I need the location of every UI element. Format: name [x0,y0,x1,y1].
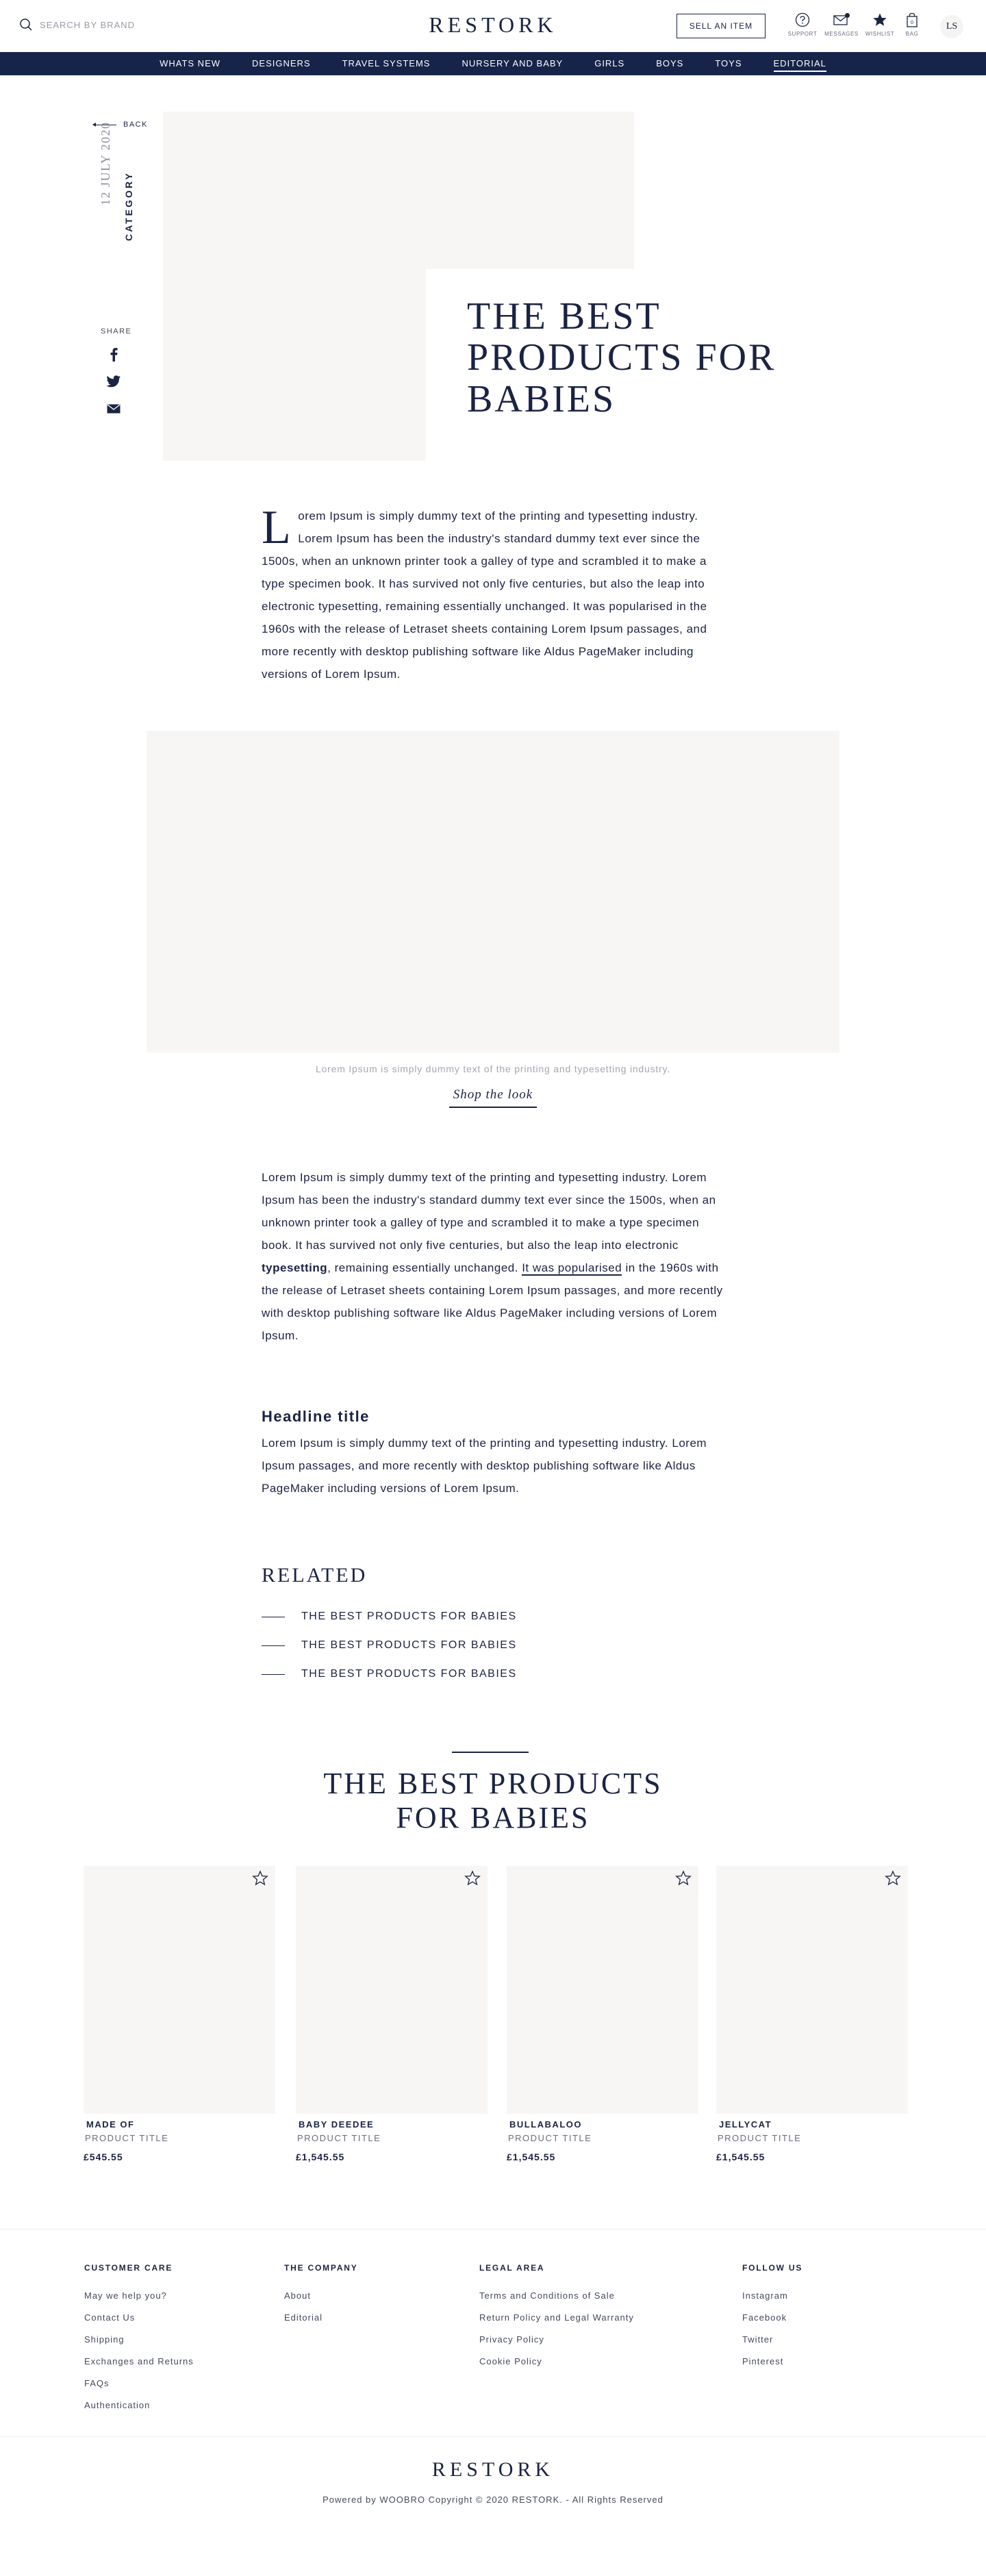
product-image[interactable] [716,1866,908,2114]
footer-link[interactable]: Facebook [742,2312,787,2323]
article-title: THE BEST PRODUCTS FOR BABIES [467,295,776,420]
footer-column-customer-care [84,2263,194,2416]
footer-link[interactable]: Twitter [742,2334,774,2345]
bag-count: 0 [911,21,913,25]
hero-image-lower [163,269,426,461]
product-title: PRODUCT TITLE [718,2133,802,2143]
product-title: PRODUCT TITLE [297,2133,381,2143]
product-brand: BULLABALOO [509,2119,582,2130]
products-title-line2: FOR BABIES [396,1801,590,1834]
related-item-label: THE BEST PRODUCTS FOR BABIES [301,1639,517,1651]
support-icon [795,12,810,27]
product-title: PRODUCT TITLE [508,2133,592,2143]
sell-item-button[interactable]: SELL AN ITEM [677,14,766,38]
nav-item-toys[interactable]: TOYS [715,58,742,68]
product-brand: JELLYCAT [719,2119,772,2130]
article-intro [262,501,730,685]
bag-button[interactable] [892,12,933,37]
body-inline-link[interactable]: It was popularised [522,1261,622,1274]
product-price: £545.55 [84,2151,123,2162]
product-price: £1,545.55 [507,2151,556,2162]
facebook-icon [110,346,118,362]
support-label: SUPPORT [787,31,818,37]
body-text: , remaining essentially unchanged. [327,1261,522,1274]
product-brand: MADE OF [86,2119,135,2130]
footer-divider [0,2229,986,2230]
bag-label: BAG [905,31,919,37]
nav-item-girls[interactable]: GIRLS [594,58,625,68]
product-card[interactable] [507,1866,698,2162]
related-item-label: THE BEST PRODUCTS FOR BABIES [301,1611,517,1622]
dash-divider [262,1674,285,1675]
footer-link[interactable]: Authentication [84,2400,151,2410]
product-card[interactable] [84,1866,275,2162]
footer-link[interactable]: Privacy Policy [479,2334,544,2345]
body-bold-text: typesetting [262,1261,328,1274]
footer-link[interactable]: Instagram [742,2290,788,2301]
wishlist-icon [872,12,887,27]
footer-divider [0,2436,986,2437]
nav-item-nursery-and-baby[interactable]: NURSERY AND BABY [462,58,564,68]
dash-divider [262,1645,285,1646]
footer-link[interactable]: Shipping [84,2334,125,2345]
product-card[interactable] [296,1866,488,2162]
wishlist-star-icon[interactable] [885,1870,901,1886]
messages-label: MESSAGES [824,31,859,37]
user-avatar[interactable]: LS [940,15,963,38]
related-item[interactable] [262,1602,517,1631]
related-title: RELATED [262,1564,368,1587]
footer-column-company [284,2263,358,2329]
footer-link[interactable]: Editorial [284,2312,323,2323]
section-body: Lorem Ipsum is simply dummy text of the printing and typesetting industry. Lorem Ipsum passages, and more recently with desktop publishing software like Aldus PageMaker including versions of Lorem Ipsum. [262,1437,707,1495]
bag-icon [905,12,919,27]
drop-cap: L [262,501,292,554]
products-title-line1: THE BEST PRODUCTS [323,1767,663,1800]
footer-link[interactable]: May we help you? [84,2290,167,2301]
email-icon [107,404,121,414]
intro-text: orem Ipsum is simply dummy text of the printing and typesetting industry. Lorem Ipsum has been the industry's standard dummy text ever since the 1500s, when an unknown printer took a galley of type and scrambled it to make a type specimen book. It has survived not only five centuries, but also the leap into electronic typesetting, remaining essentially unchanged. It was popularised in the 1960s with the release of Letraset sheets containing Lorem Ipsum passages, and more recently with desktop publishing software like Aldus PageMaker including versions of Lorem Ipsum. [262,509,707,681]
wishlist-star-icon[interactable] [464,1870,481,1886]
product-title: PRODUCT TITLE [85,2133,169,2143]
product-image[interactable] [507,1866,698,2114]
share-facebook-button[interactable] [106,346,121,362]
product-image[interactable] [296,1866,488,2114]
article-date: 12 JULY 2020 [99,121,112,205]
back-label: BACK [123,121,148,129]
wishlist-star-icon[interactable] [675,1870,692,1886]
footer-link[interactable]: Pinterest [742,2356,784,2366]
product-price: £1,545.55 [296,2151,345,2162]
section-headline: Headline title [262,1408,370,1425]
footer-link[interactable]: About [284,2290,311,2301]
footer-heading: CUSTOMER CARE [84,2263,173,2273]
section-divider [452,1752,529,1753]
site-header [0,0,986,52]
body-text: in the 1960s with the release of Letraset sheets containing Lorem Ipsum passages, and more recently with desktop publishing software like Aldus PageMaker including versions of Lorem Ipsum. [262,1261,723,1342]
search-placeholder: SEARCH BY BRAND [40,19,136,30]
messages-button[interactable] [821,12,862,37]
main-nav [0,52,986,75]
footer-link[interactable]: FAQs [84,2378,110,2388]
footer-column-legal [479,2263,634,2373]
share-email-button[interactable] [106,401,121,416]
support-button[interactable] [782,12,823,37]
wishlist-label: WISHLIST [865,31,895,37]
related-item[interactable] [262,1631,517,1660]
twitter-icon [106,375,121,388]
nav-item-boys[interactable]: BOYS [656,58,684,68]
footer-heading: THE COMPANY [284,2263,358,2273]
product-card[interactable] [716,1866,908,2162]
site-logo[interactable]: RESTORK [429,12,557,37]
footer-link[interactable]: Terms and Conditions of Sale [479,2290,615,2301]
article-body [262,1166,730,1347]
footer-link[interactable]: Cookie Policy [479,2356,542,2366]
product-price: £1,545.55 [716,2151,766,2162]
footer-link[interactable]: Exchanges and Returns [84,2356,194,2366]
related-item-label: THE BEST PRODUCTS FOR BABIES [301,1668,517,1680]
hero-image [163,112,634,269]
body-text: Lorem Ipsum is simply dummy text of the printing and typesetting industry. Lorem Ipsum has been the industry's standard dummy text ever since the 1500s, when an unknown printer took a galley of type and scrambled it to make a type specimen book. It has survived not only five centuries, but also the leap into electronic [262,1171,716,1252]
nav-item-travel-systems[interactable]: TRAVEL SYSTEMS [342,58,431,68]
share-label: SHARE [101,327,132,336]
article-category[interactable]: CATEGORY [123,171,134,241]
nav-item-designers[interactable]: DESIGNERS [252,58,311,68]
related-item[interactable] [262,1660,517,1689]
related-list [262,1602,517,1689]
nav-item-whats-new[interactable]: WHATS NEW [160,58,221,68]
share-twitter-button[interactable] [106,374,121,389]
products-section-title [0,1767,986,1835]
article-image [147,731,839,1052]
copyright-text: Powered by WOOBRO Copyright © 2020 RESTORK. - All Rights Reserved [323,2495,663,2505]
footer-column-follow-us [742,2263,802,2373]
product-image[interactable] [84,1866,275,2114]
footer-heading: LEGAL AREA [479,2263,545,2273]
messages-icon [833,12,850,27]
wishlist-star-icon[interactable] [252,1870,268,1886]
product-brand: BABY DEEDEE [299,2119,375,2130]
shop-the-look-link[interactable]: Shop the look [449,1087,537,1108]
image-caption: Lorem Ipsum is simply dummy text of the printing and typesetting industry. [315,1063,671,1074]
nav-item-editorial[interactable]: EDITORIAL [758,52,842,75]
footer-logo[interactable]: RESTORK [431,2458,555,2481]
footer-link[interactable]: Contact Us [84,2312,136,2323]
footer-heading: FOLLOW US [742,2263,803,2273]
footer-link[interactable]: Return Policy and Legal Warranty [479,2312,634,2323]
